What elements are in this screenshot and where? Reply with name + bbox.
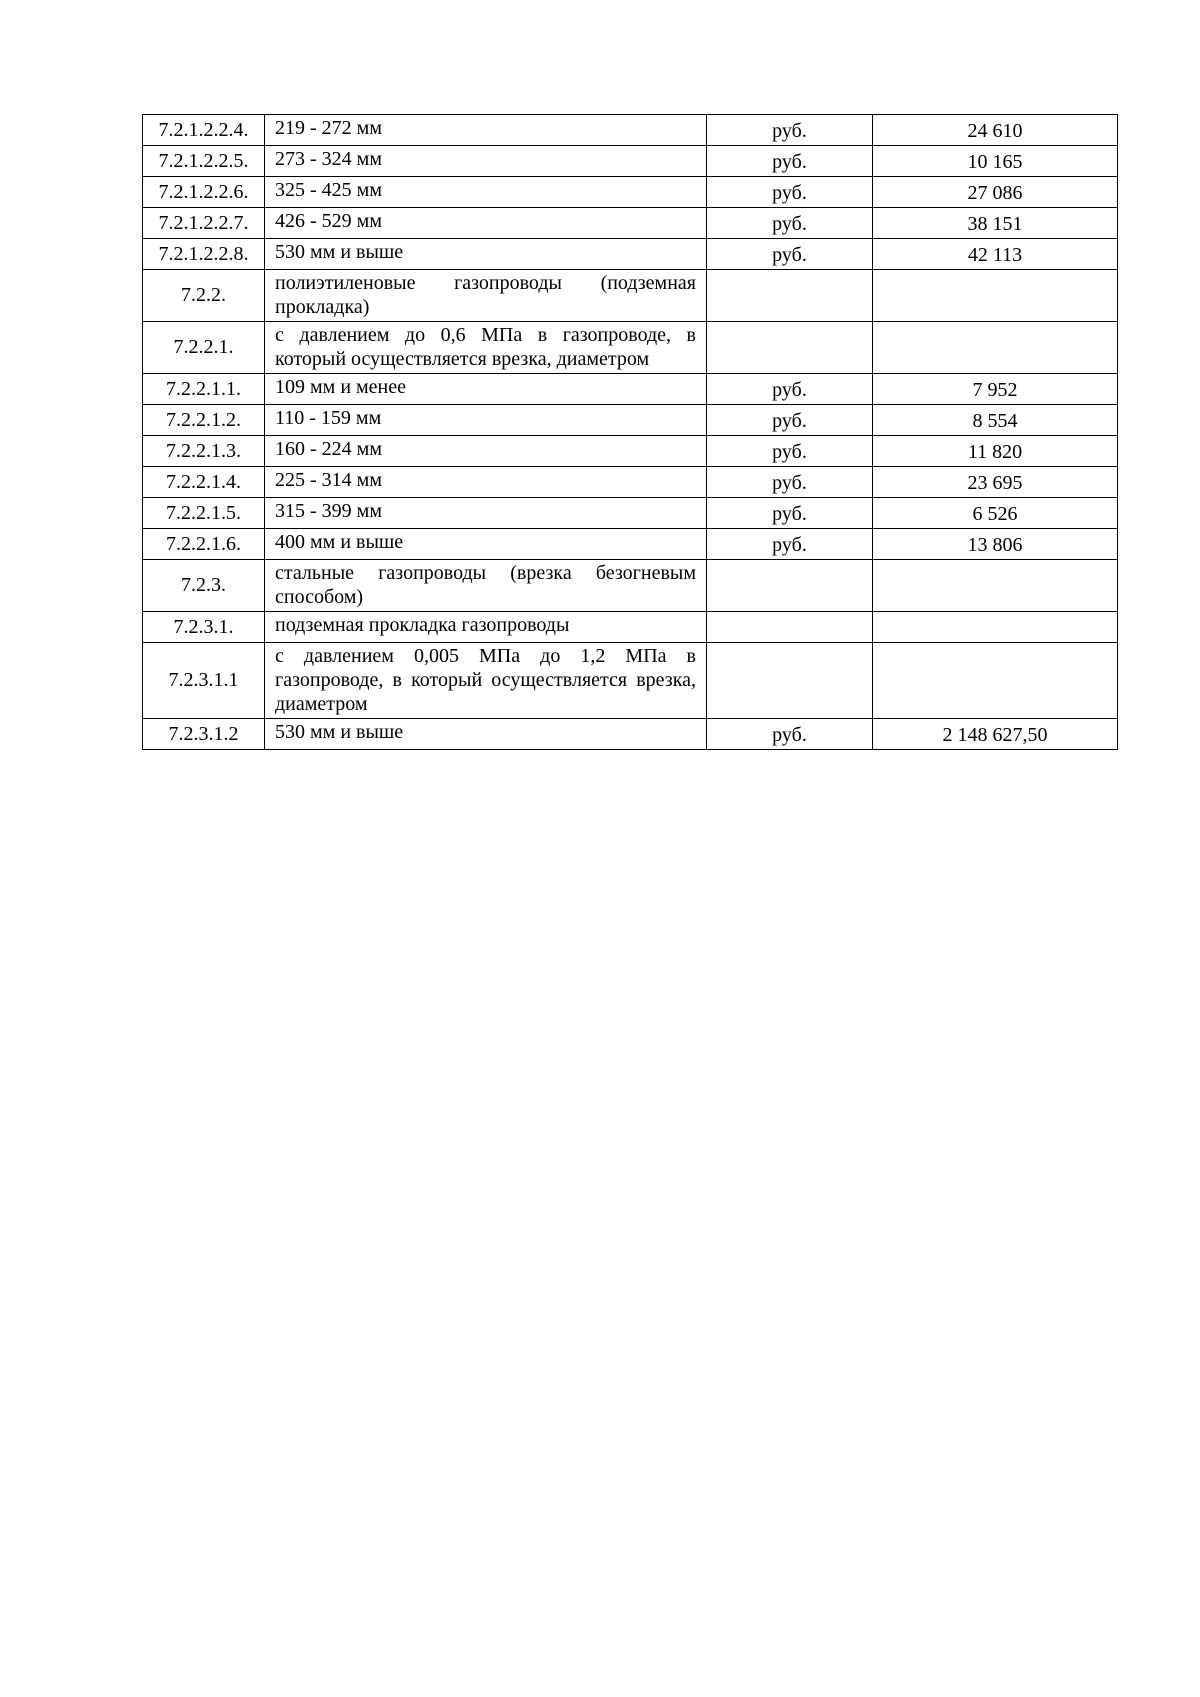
row-description: с давлением до 0,6 МПа в газопроводе, в который осуществляется врезка, диаметром [265,322,707,374]
row-number: 7.2.1.2.2.8. [143,239,265,270]
row-number: 7.2.1.2.2.6. [143,177,265,208]
row-value [873,322,1118,374]
row-value: 8 554 [873,405,1118,436]
row-unit: руб. [707,146,873,177]
row-value: 11 820 [873,436,1118,467]
table-row [143,208,1118,239]
table-row [143,467,1118,498]
row-value: 42 113 [873,239,1118,270]
row-number: 7.2.1.2.2.4. [143,115,265,146]
row-description: стальные газопроводы (врезка безогневым способом) [265,560,707,612]
row-unit [707,270,873,322]
table-row [143,719,1118,750]
row-number: 7.2.2.1.4. [143,467,265,498]
table-row [143,612,1118,643]
row-unit: руб. [707,436,873,467]
row-unit: руб. [707,719,873,750]
table-row [143,436,1118,467]
table-row [143,146,1118,177]
table-row [143,529,1118,560]
row-unit: руб. [707,529,873,560]
table-row [143,177,1118,208]
row-description: 530 мм и выше [265,719,707,750]
row-number: 7.2.1.2.2.7. [143,208,265,239]
row-number: 7.2.3.1.2 [143,719,265,750]
row-number: 7.2.1.2.2.5. [143,146,265,177]
row-unit: руб. [707,115,873,146]
row-value: 6 526 [873,498,1118,529]
row-value [873,270,1118,322]
row-description: полиэтиленовые газопроводы (подземная прокладка) [265,270,707,322]
row-unit [707,560,873,612]
row-unit: руб. [707,177,873,208]
row-number: 7.2.2.1.5. [143,498,265,529]
row-unit: руб. [707,208,873,239]
row-unit: руб. [707,405,873,436]
row-unit [707,612,873,643]
row-value: 38 151 [873,208,1118,239]
row-description: 530 мм и выше [265,239,707,270]
table-row [143,560,1118,612]
row-description: подземная прокладка газопроводы [265,612,707,643]
table-row [143,115,1118,146]
row-value: 2 148 627,50 [873,719,1118,750]
row-description: 110 - 159 мм [265,405,707,436]
tariff-table [142,114,1118,750]
row-number: 7.2.2.1.2. [143,405,265,436]
row-unit: руб. [707,498,873,529]
row-description: 315 - 399 мм [265,498,707,529]
row-description: с давлением 0,005 МПа до 1,2 МПа в газопроводе, в который осуществляется врезка, диаметром [265,643,707,719]
row-description: 426 - 529 мм [265,208,707,239]
row-unit: руб. [707,467,873,498]
row-unit [707,643,873,719]
row-value: 27 086 [873,177,1118,208]
row-description: 160 - 224 мм [265,436,707,467]
row-number: 7.2.2. [143,270,265,322]
row-number: 7.2.2.1.6. [143,529,265,560]
row-value: 13 806 [873,529,1118,560]
row-unit: руб. [707,374,873,405]
row-unit: руб. [707,239,873,270]
row-value [873,560,1118,612]
row-description: 325 - 425 мм [265,177,707,208]
table-row [143,643,1118,719]
table-row [143,239,1118,270]
table-row [143,374,1118,405]
row-value: 24 610 [873,115,1118,146]
table-row [143,405,1118,436]
table-row [143,270,1118,322]
row-number: 7.2.2.1.3. [143,436,265,467]
row-number: 7.2.3.1. [143,612,265,643]
row-value: 10 165 [873,146,1118,177]
row-description: 400 мм и выше [265,529,707,560]
row-number: 7.2.3. [143,560,265,612]
row-description: 109 мм и менее [265,374,707,405]
row-value [873,612,1118,643]
row-unit [707,322,873,374]
row-value [873,643,1118,719]
table-row [143,498,1118,529]
row-description: 225 - 314 мм [265,467,707,498]
row-number: 7.2.2.1. [143,322,265,374]
row-number: 7.2.2.1.1. [143,374,265,405]
row-value: 7 952 [873,374,1118,405]
row-value: 23 695 [873,467,1118,498]
row-description: 219 - 272 мм [265,115,707,146]
row-number: 7.2.3.1.1 [143,643,265,719]
table-row [143,322,1118,374]
row-description: 273 - 324 мм [265,146,707,177]
